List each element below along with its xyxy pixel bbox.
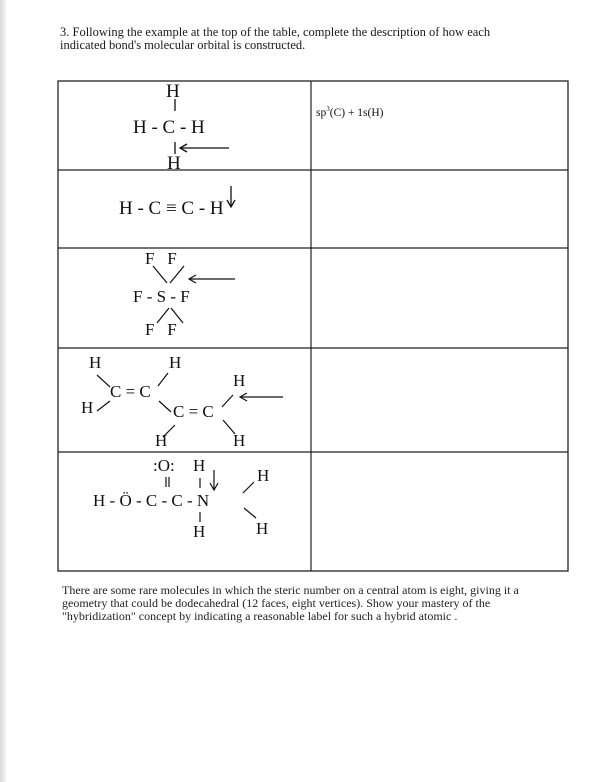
footer-line-1: There are some rare molecules in which the steric number on a central atom is eight, giving it a <box>62 583 519 597</box>
answer-superscript: 3 <box>326 105 330 114</box>
row3-f-bottom: F F <box>145 320 177 339</box>
row3-f-top: F F <box>145 249 177 268</box>
row4-cc-left: C = C <box>110 382 151 401</box>
row2-arrow <box>227 186 235 207</box>
bond-table <box>57 80 569 572</box>
row5-h-bottom: H <box>193 522 206 541</box>
row4-h-g: H <box>155 431 168 450</box>
footer-line-2: geometry that could be dodecahedral (12 faces, eight vertices). Show your mastery of the <box>62 596 491 610</box>
row1-h-bottom: H <box>167 153 181 174</box>
row4-cc-right: C = C <box>173 402 214 421</box>
answer-orbital-a: sp <box>316 107 327 119</box>
row5-h-top: H <box>193 456 206 475</box>
row5-main-chain: H - Ö - C - C - N <box>93 491 210 510</box>
row3-sf-center: F - S - F <box>133 287 190 306</box>
question-line-2: indicated bond's molecular orbital is constructed. <box>60 38 306 52</box>
footer-line-3: "hybridization" concept by indicating a reasonable label for such a hybrid atomic . <box>62 609 458 623</box>
row1-answer <box>316 107 384 119</box>
row1-main-chain: H - C - H <box>133 117 205 138</box>
row1-h-top: H <box>166 81 180 102</box>
question-line-1: 3. Following the example at the top of the table, complete the description of how each <box>60 25 491 39</box>
row4-h-d: H <box>81 398 94 417</box>
question-prompt <box>60 26 560 52</box>
row4-h-h: H <box>233 431 246 450</box>
page-edge-shadow <box>0 0 6 782</box>
answer-orbital-b: (C) + 1s(H) <box>329 107 384 119</box>
row5-h-n2: H <box>256 519 269 538</box>
row4-h-a: H <box>89 353 102 372</box>
bonus-question <box>62 584 582 623</box>
row5-carbonyl-o: :O: <box>153 456 175 475</box>
row5-h-n1: H <box>257 466 270 485</box>
row4-h-b: H <box>169 353 182 372</box>
row2-acetylene: H - C ≡ C - H <box>119 198 224 219</box>
row4-h-e: H <box>233 371 246 390</box>
